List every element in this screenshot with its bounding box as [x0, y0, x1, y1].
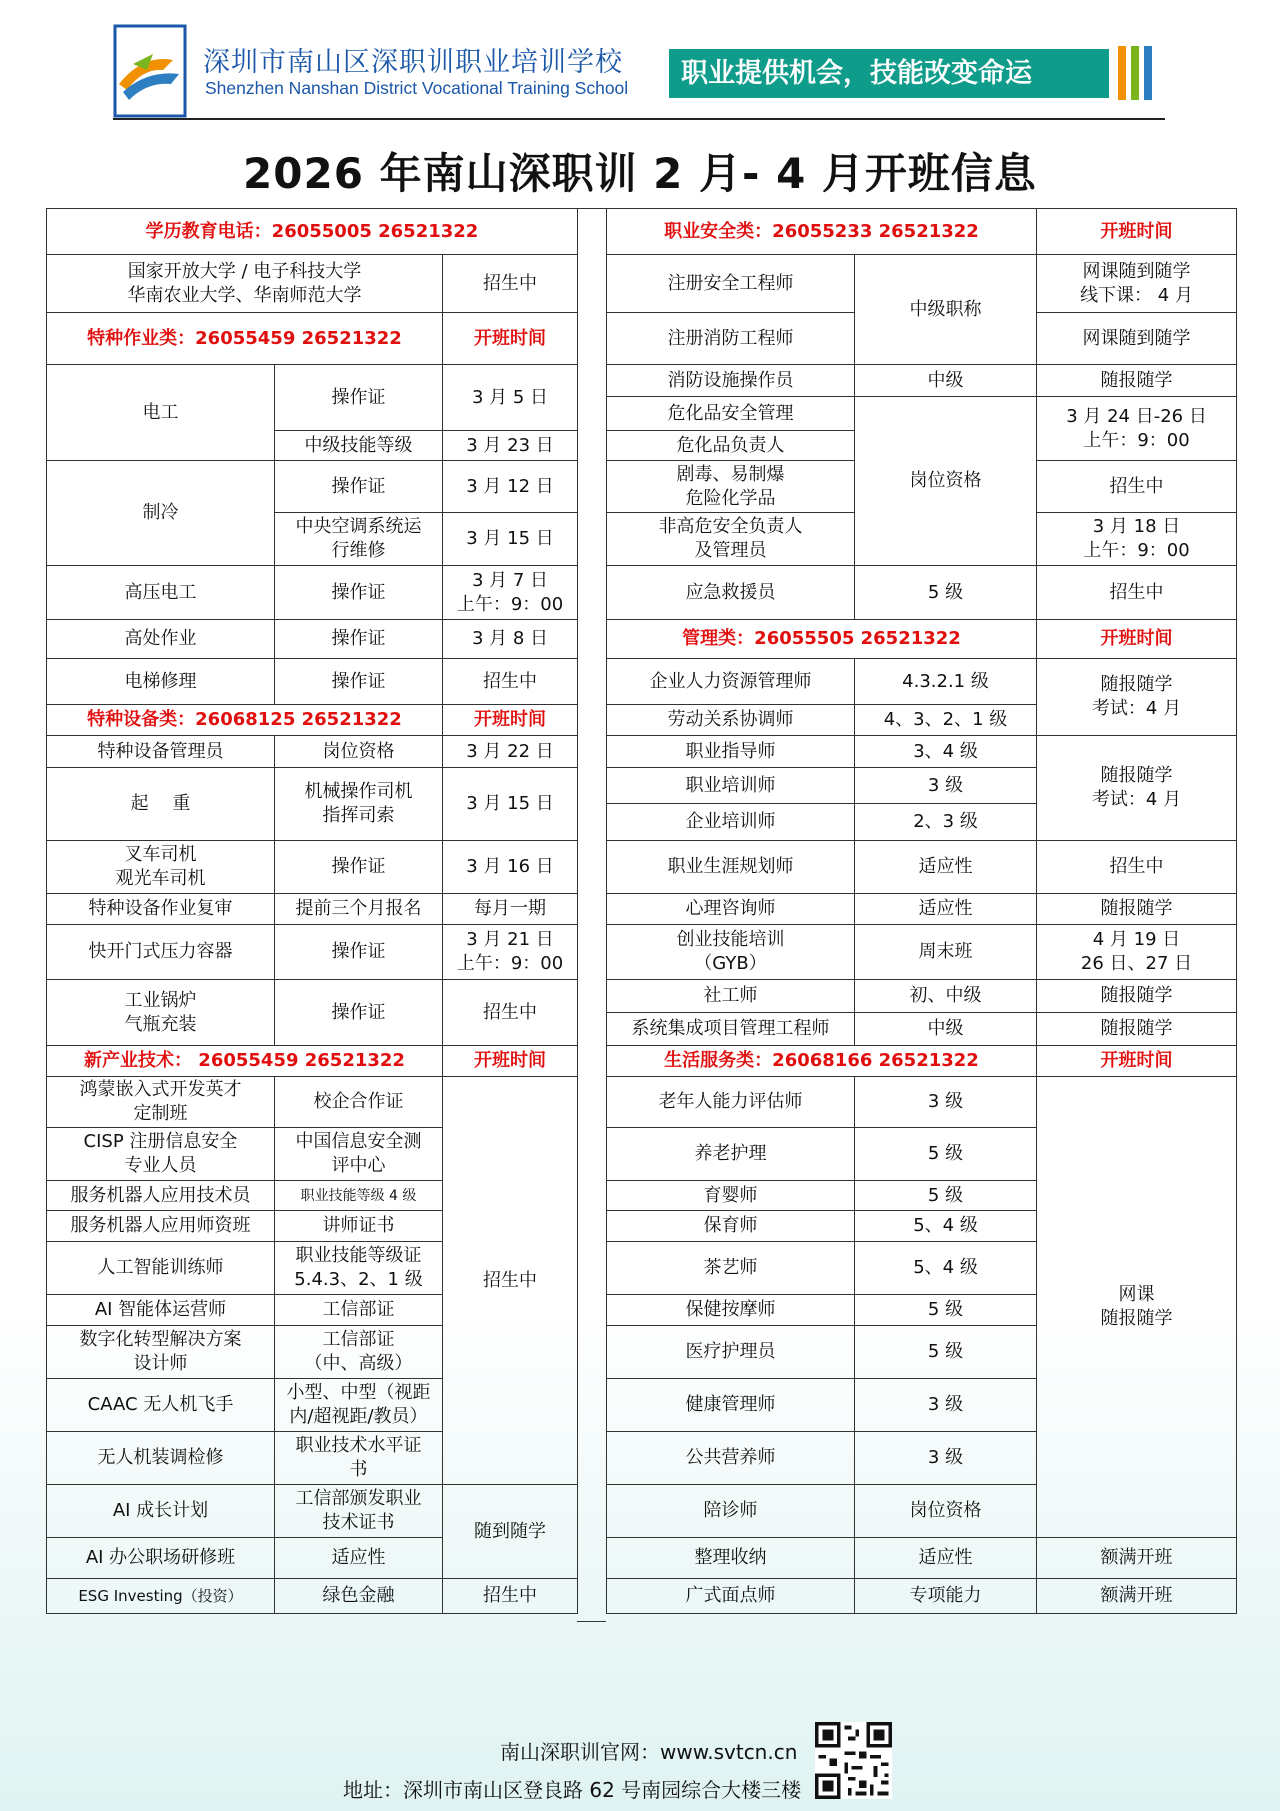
new-row-2-type: 职业技能等级 4 级: [275, 1181, 443, 1211]
electric-date-1: 3 月 5 日: [443, 365, 578, 431]
new-row-1-name: CISP 注册信息安全 专业人员: [47, 1128, 275, 1181]
life-row-8-name: 公共营养师: [607, 1432, 855, 1485]
special-time-header: 开班时间: [443, 313, 578, 365]
guide-name: 职业指导师: [607, 736, 855, 768]
social-date: 随报随学: [1037, 980, 1237, 1013]
orange-bar: [1118, 46, 1126, 100]
tidy-level: 适应性: [855, 1538, 1037, 1579]
new-row-8-type: 职业技术水平证 书: [275, 1432, 443, 1485]
career-name: 职业生涯规划师: [607, 841, 855, 894]
equip-time-header: 开班时间: [443, 705, 578, 736]
gyb-date: 4 月 19 日 26 日、27 日: [1037, 925, 1237, 980]
refrig-date-2: 3 月 15 日: [443, 513, 578, 566]
new-row-3-name: 服务机器人应用师资班: [47, 1211, 275, 1242]
life-row-0-name: 老年人能力评估师: [607, 1077, 855, 1128]
school-logo-icon: [113, 24, 195, 118]
new-row-6-name: 数字化转型解决方案 设计师: [47, 1326, 275, 1379]
new-row-10-type: 适应性: [275, 1538, 443, 1579]
boiler-date: 招生中: [443, 980, 578, 1046]
life-row-7-level: 3 级: [855, 1379, 1037, 1432]
corp-trainer-level: 2、3 级: [855, 804, 1037, 841]
new-row-8-name: 无人机装调检修: [47, 1432, 275, 1485]
fire-op-level: 中级: [855, 365, 1037, 397]
new-row-11-date: 招生中: [443, 1579, 578, 1614]
header-divider: [113, 118, 1165, 120]
safety-eng-date: 网课随到随学 线下课： 4 月: [1037, 255, 1237, 313]
new-row-0-type: 校企合作证: [275, 1077, 443, 1128]
fire-eng-date: 网课随到随学: [1037, 313, 1237, 365]
elevator-name: 电梯修理: [47, 659, 275, 705]
slogan-banner: 职业提供机会，技能改变命运: [669, 49, 1109, 98]
career-date: 招生中: [1037, 841, 1237, 894]
mgmt-group1-date: 随报随学 考试：4 月: [1037, 659, 1237, 736]
social-level: 初、中级: [855, 980, 1037, 1013]
life-row-3-name: 保育师: [607, 1211, 855, 1242]
life-row-6-name: 医疗护理员: [607, 1326, 855, 1379]
pressure-type: 操作证: [275, 925, 443, 980]
life-row-1-name: 养老护理: [607, 1128, 855, 1181]
new-row-1-type: 中国信息安全测 评中心: [275, 1128, 443, 1181]
fire-eng-name: 注册消防工程师: [607, 313, 855, 365]
hr-level: 4.3.2.1 级: [855, 659, 1037, 705]
table-gap: [577, 208, 606, 1622]
new-row-2-name: 服务机器人应用技术员: [47, 1181, 275, 1211]
pressure-name: 快开门式压力容器: [47, 925, 275, 980]
hv-type: 操作证: [275, 566, 443, 620]
review-date: 每月一期: [443, 894, 578, 925]
new-row-7-name: CAAC 无人机飞手: [47, 1379, 275, 1432]
new-row-5-name: AI 智能体运营师: [47, 1295, 275, 1326]
chem-mgmt-name: 危化品安全管理: [607, 397, 855, 431]
mid-title: 中级职称: [855, 255, 1037, 365]
new-time-header: 开班时间: [443, 1046, 578, 1077]
page-title: 2026 年南山深职训 2 月- 4 月开班信息: [243, 149, 1037, 198]
nonhigh-name: 非高危安全负责人 及管理员: [607, 513, 855, 566]
forklift-date: 3 月 16 日: [443, 841, 578, 894]
new-row-4-name: 人工智能训练师: [47, 1242, 275, 1295]
toxic-name: 剧毒、易制爆 危险化学品: [607, 461, 855, 513]
new-row-11-name: ESG Investing（投资）: [47, 1579, 275, 1614]
fire-op-name: 消防设施操作员: [607, 365, 855, 397]
school-name-en: Shenzhen Nanshan District Vocational Training School: [205, 78, 629, 98]
tidy-date: 额满开班: [1037, 1538, 1237, 1579]
new-row-9-name: AI 成长计划: [47, 1485, 275, 1538]
gyb-name: 创业技能培训 （GYB）: [607, 925, 855, 980]
trainer-level: 3 级: [855, 768, 1037, 804]
blue-bar: [1144, 46, 1152, 100]
life-header: 生活服务类：26068166 26521322: [607, 1046, 1037, 1077]
post-qual: 岗位资格: [855, 397, 1037, 566]
special-header: 特种作业类：26055459 26521322: [47, 313, 443, 365]
boiler-name: 工业锅炉 气瓶充装: [47, 980, 275, 1046]
electric-type-2: 中级技能等级: [275, 431, 443, 461]
right-course-table: [606, 208, 1237, 1614]
new-row-9-type: 工信部颁发职业 技术证书: [275, 1485, 443, 1538]
life-row-7-name: 健康管理师: [607, 1379, 855, 1432]
height-date: 3 月 8 日: [443, 620, 578, 659]
life-date: 网课 随报随学: [1037, 1077, 1237, 1538]
boiler-type: 操作证: [275, 980, 443, 1046]
corp-trainer-name: 企业培训师: [607, 804, 855, 841]
mgmt-header: 管理类：26055505 26521322: [607, 620, 1037, 659]
crane-name: 起 重: [47, 768, 275, 841]
refrig-date-1: 3 月 12 日: [443, 461, 578, 513]
website-link[interactable]: 南山深职训官网：www.svtcn.cn: [500, 1740, 798, 1764]
life-row-6-level: 5 级: [855, 1326, 1037, 1379]
school-name-cn: 深圳市南山区深职训职业培训学校: [203, 47, 623, 78]
trainer-name: 职业培训师: [607, 768, 855, 804]
refrig-type-1: 操作证: [275, 461, 443, 513]
color-bars: [1118, 46, 1157, 102]
dimsum-level: 专项能力: [855, 1579, 1037, 1614]
refrig-name: 制冷: [47, 461, 275, 566]
sys-level: 中级: [855, 1013, 1037, 1046]
equip-mgr-date: 3 月 22 日: [443, 736, 578, 768]
refrig-type-2: 中央空调系统运 行维修: [275, 513, 443, 566]
review-type: 提前三个月报名: [275, 894, 443, 925]
mgmt-time-header: 开班时间: [1037, 620, 1237, 659]
life-row-0-level: 3 级: [855, 1077, 1037, 1128]
new-row-10-name: AI 办公职场研修班: [47, 1538, 275, 1579]
life-row-5-level: 5 级: [855, 1295, 1037, 1326]
dimsum-name: 广式面点师: [607, 1579, 855, 1614]
new-row-3-type: 讲师证书: [275, 1211, 443, 1242]
life-row-1-level: 5 级: [855, 1128, 1037, 1181]
safety-time-header: 开班时间: [1037, 209, 1237, 255]
labor-level: 4、3、2、1 级: [855, 705, 1037, 736]
new-row-11-type: 绿色金融: [275, 1579, 443, 1614]
rescue-name: 应急救援员: [607, 566, 855, 620]
pressure-date: 3 月 21 日 上午：9：00: [443, 925, 578, 980]
labor-name: 劳动关系协调师: [607, 705, 855, 736]
fire-op-date: 随报随学: [1037, 365, 1237, 397]
new-row-6-type: 工信部证 （中、高级）: [275, 1326, 443, 1379]
psych-level: 适应性: [855, 894, 1037, 925]
rescue-level: 5 级: [855, 566, 1037, 620]
crane-type: 机械操作司机 指挥司索: [275, 768, 443, 841]
new-row-4-type: 职业技能等级证 5.4.3、2、1 级: [275, 1242, 443, 1295]
chem-date: 3 月 24 日-26 日 上午：9：00: [1037, 397, 1237, 461]
edu-header: 学历教育电话：26055005 26521322: [47, 209, 578, 255]
dimsum-date: 额满开班: [1037, 1579, 1237, 1614]
life-row-9-level: 岗位资格: [855, 1485, 1037, 1538]
equip-mgr-type: 岗位资格: [275, 736, 443, 768]
edu-universities: 国家开放大学 / 电子科技大学 华南农业大学、华南师范大学: [47, 255, 443, 313]
social-name: 社工师: [607, 980, 855, 1013]
mgmt-group2-date: 随报随学 考试：4 月: [1037, 736, 1237, 841]
rescue-date: 招生中: [1037, 566, 1237, 620]
elevator-type: 操作证: [275, 659, 443, 705]
equip-header: 特种设备类：26068125 26521322: [47, 705, 443, 736]
psych-date: 随报随学: [1037, 894, 1237, 925]
hv-name: 高压电工: [47, 566, 275, 620]
left-course-table: [46, 208, 578, 1614]
sys-name: 系统集成项目管理工程师: [607, 1013, 855, 1046]
new-group1-date: 招生中: [443, 1077, 578, 1485]
electric-date-2: 3 月 23 日: [443, 431, 578, 461]
new-group2-date: 随到随学: [443, 1485, 578, 1579]
career-level: 适应性: [855, 841, 1037, 894]
gyb-level: 周末班: [855, 925, 1037, 980]
life-row-2-name: 育婴师: [607, 1181, 855, 1211]
chem-head-name: 危化品负责人: [607, 431, 855, 461]
forklift-type: 操作证: [275, 841, 443, 894]
life-row-9-name: 陪诊师: [607, 1485, 855, 1538]
life-row-2-level: 5 级: [855, 1181, 1037, 1211]
psych-name: 心理咨询师: [607, 894, 855, 925]
life-row-3-level: 5、4 级: [855, 1211, 1037, 1242]
new-header: 新产业技术： 26055459 26521322: [47, 1046, 443, 1077]
new-row-7-type: 小型、中型（视距 内/超视距/教员）: [275, 1379, 443, 1432]
guide-level: 3、4 级: [855, 736, 1037, 768]
tidy-name: 整理收纳: [607, 1538, 855, 1579]
crane-date: 3 月 15 日: [443, 768, 578, 841]
electric-type-1: 操作证: [275, 365, 443, 431]
sys-date: 随报随学: [1037, 1013, 1237, 1046]
life-row-4-name: 茶艺师: [607, 1242, 855, 1295]
new-row-5-type: 工信部证: [275, 1295, 443, 1326]
electric-name: 电工: [47, 365, 275, 461]
life-row-8-level: 3 级: [855, 1432, 1037, 1485]
address: 地址：深圳市南山区登良路 62 号南园综合大楼三楼: [343, 1778, 802, 1802]
green-bar: [1131, 46, 1139, 100]
safety-header: 职业安全类：26055233 26521322: [607, 209, 1037, 255]
toxic-date: 招生中: [1037, 461, 1237, 513]
elevator-date: 招生中: [443, 659, 578, 705]
life-row-4-level: 5、4 级: [855, 1242, 1037, 1295]
equip-mgr-name: 特种设备管理员: [47, 736, 275, 768]
life-time-header: 开班时间: [1037, 1046, 1237, 1077]
edu-status: 招生中: [443, 255, 578, 313]
header: [113, 18, 1165, 122]
forklift-name: 叉车司机 观光车司机: [47, 841, 275, 894]
review-name: 特种设备作业复审: [47, 894, 275, 925]
life-row-5-name: 保健按摩师: [607, 1295, 855, 1326]
qr-code-icon: [815, 1722, 892, 1799]
new-row-0-name: 鸿蒙嵌入式开发英才 定制班: [47, 1077, 275, 1128]
hr-name: 企业人力资源管理师: [607, 659, 855, 705]
nonhigh-date: 3 月 18 日 上午：9：00: [1037, 513, 1237, 566]
height-name: 高处作业: [47, 620, 275, 659]
safety-eng-name: 注册安全工程师: [607, 255, 855, 313]
hv-date: 3 月 7 日 上午：9：00: [443, 566, 578, 620]
height-type: 操作证: [275, 620, 443, 659]
